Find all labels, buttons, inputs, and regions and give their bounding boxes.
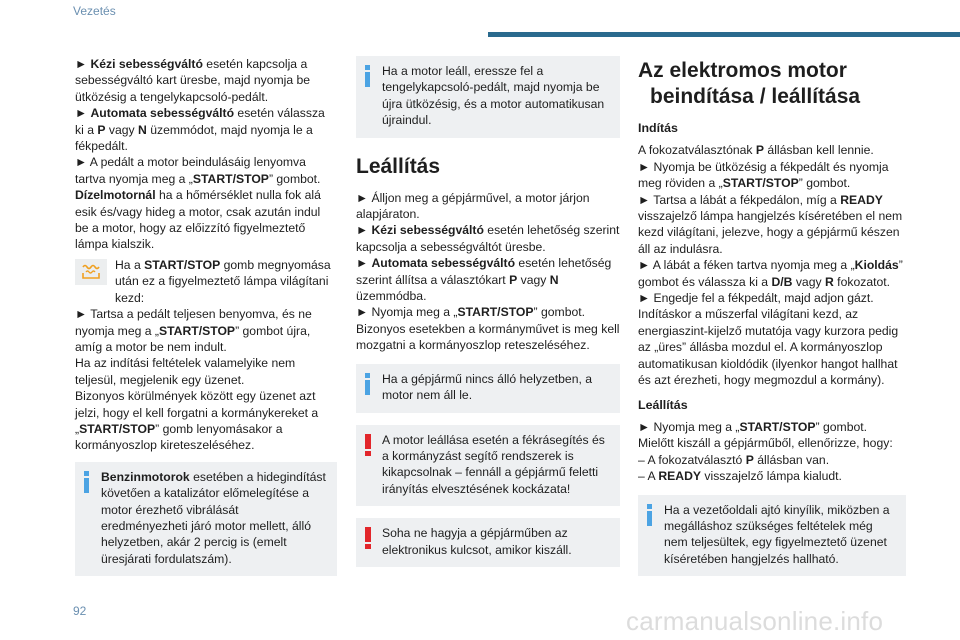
info-icon [83, 471, 91, 493]
info-note: Ha a vezetőoldali ajtó kinyílik, miközben a megálláshoz szükséges feltételek még nem teljesültek, egy figyelmeztető üzenet kíséretében hangjelzés hallható. [638, 495, 906, 577]
paragraph: ► A pedált a motor beindulásáig lenyomva tartva nyomja meg a „START/STOP” gombot. [75, 155, 321, 186]
header-accent-bar [488, 32, 960, 37]
column-1 [75, 56, 337, 576]
info-note: Ha a gépjármű nincs álló helyzetben, a motor nem áll le. [356, 364, 620, 413]
info-note: Benzinmotorok esetében a hidegindítást követően a katalizátor előmelegítése a motor érezhető vibrálását eredményezheti járó motor mellett, álló helyzetben, akár 2 percig is (emelt üresjárati fordulatszám). [75, 462, 337, 576]
paragraph: ► Nyomja be ütközésig a fékpedált és nyomja meg röviden a „START/STOP” gombot. [638, 159, 889, 191]
subheading: Leállítás [638, 397, 688, 412]
paragraph: ► Tartsa a lábát a fékpedálon, míg a READY visszajelző lámpa hangjelzés kíséretében el nem kezd világítani, jelezve, hogy a gépjármű készen áll az indulásra. [638, 192, 903, 256]
paragraph: ► Álljon meg a gépjárművel, a motor járjon alapjáraton. [356, 190, 590, 222]
paragraph: Dízelmotornál ha a hőmérséklet nulla fok alá esik és/vagy hideg a motor, csak azután indul be a motor, hogy az előizzító figyelmeztető lámpa kialszik. [75, 188, 321, 252]
page-number: 92 [73, 604, 87, 618]
info-icon [364, 65, 372, 87]
header-section-title: Vezetés [73, 4, 116, 18]
warning-note: A motor leállása esetén a fékrásegítés és a kormányzást segítő rendszerek is kikapcsolnak – fennáll a gépjármű feletti irányítás elvesztésének kockázata! [356, 425, 620, 507]
column-2 [356, 56, 620, 567]
paragraph: – A READY visszajelző lámpa kialudt. [638, 469, 842, 484]
warning-icon [364, 434, 372, 456]
paragraph: Ha az indítási feltételek valamelyike nem teljesül, megjelenik egy üzenet. [75, 356, 296, 387]
glow-plug-paragraph: Ha a START/STOP gomb megnyomása után ez a figyelmeztető lámpa világítani kezd: [75, 257, 337, 306]
column-3 [638, 56, 906, 576]
paragraph: ► Automata sebességváltó esetén lehetőség szerint állítsa a választókart P vagy N üzemmódba. [356, 256, 612, 304]
paragraph: ► A lábát a féken tartva nyomja meg a „Kioldás” gombot és válassza ki a D/B vagy R fokozatot. [638, 258, 903, 289]
paragraph: Bizonyos körülmények között egy üzenet azt jelzi, hogy el kell forgatni a kormánykereket a „START/STOP” gomb lenyomásakor a kormányoszlop kireteszeléséhez. [75, 389, 319, 453]
paragraph: Mielőtt kiszáll a gépjárműből, ellenőrizze, hogy: [638, 436, 893, 451]
info-icon [646, 504, 654, 526]
paragraph: ► Tartsa a pedált teljesen benyomva, és ne nyomja meg a „START/STOP” gombot újra, amíg a motor be nem indult. [75, 307, 312, 354]
paragraph: ► Nyomja meg a „START/STOP” gombot. [356, 305, 586, 320]
section-heading: Az elektromos motor beindítása / leállítása [638, 59, 861, 108]
paragraph: Bizonyos esetekben a kormányművet is meg kell mozgatni a kormányoszlop reteszeléséhez. [356, 321, 620, 353]
paragraph: ► Kézi sebességváltó esetén kapcsolja a sebességváltó kart üresbe, majd nyomja be ütközésig a tengelykapcsoló-pedált. [75, 57, 311, 104]
paragraph: ► Kézi sebességváltó esetén lehetőség szerint kapcsolja a sebességváltót üresbe. [356, 223, 620, 254]
subheading: Indítás [638, 121, 678, 135]
warning-note: Soha ne hagyja a gépjárműben az elektronikus kulcsot, amikor kiszáll. [356, 518, 620, 567]
paragraph: – A fokozatválasztó P állásban van. [638, 452, 830, 467]
paragraph: ► Engedje fel a fékpedált, majd adjon gázt. [638, 291, 874, 306]
paragraph: Indításkor a műszerfal világítani kezd, az energiaszint-kijelző mutatója vagy kurzora pedig az „üres” állásba mozdul el. A kormányoszlop automatikusan kioldódik (ilyenkor hangot hallhat és azt érezheti, hogy megmozdul a kormány). [638, 307, 899, 388]
paragraph: A fokozatválasztónak P állásban kell lennie. [638, 143, 874, 158]
section-heading: Leállítás [356, 154, 441, 178]
paragraph: ► Nyomja meg a „START/STOP” gombot. [638, 419, 868, 434]
info-icon [364, 373, 372, 395]
info-note: Ha a motor leáll, eressze fel a tengelykapcsoló-pedált, majd nyomja be újra ütközésig, és a motor automatikusan újraindul. [356, 56, 620, 138]
paragraph: ► Automata sebességváltó esetén válassza ki a P vagy N üzemmódot, majd nyomja le a fékpedált. [75, 106, 325, 154]
watermark: carmanualsonline.info [626, 606, 884, 636]
warning-icon [364, 527, 372, 549]
glow-plug-icon [75, 259, 107, 285]
